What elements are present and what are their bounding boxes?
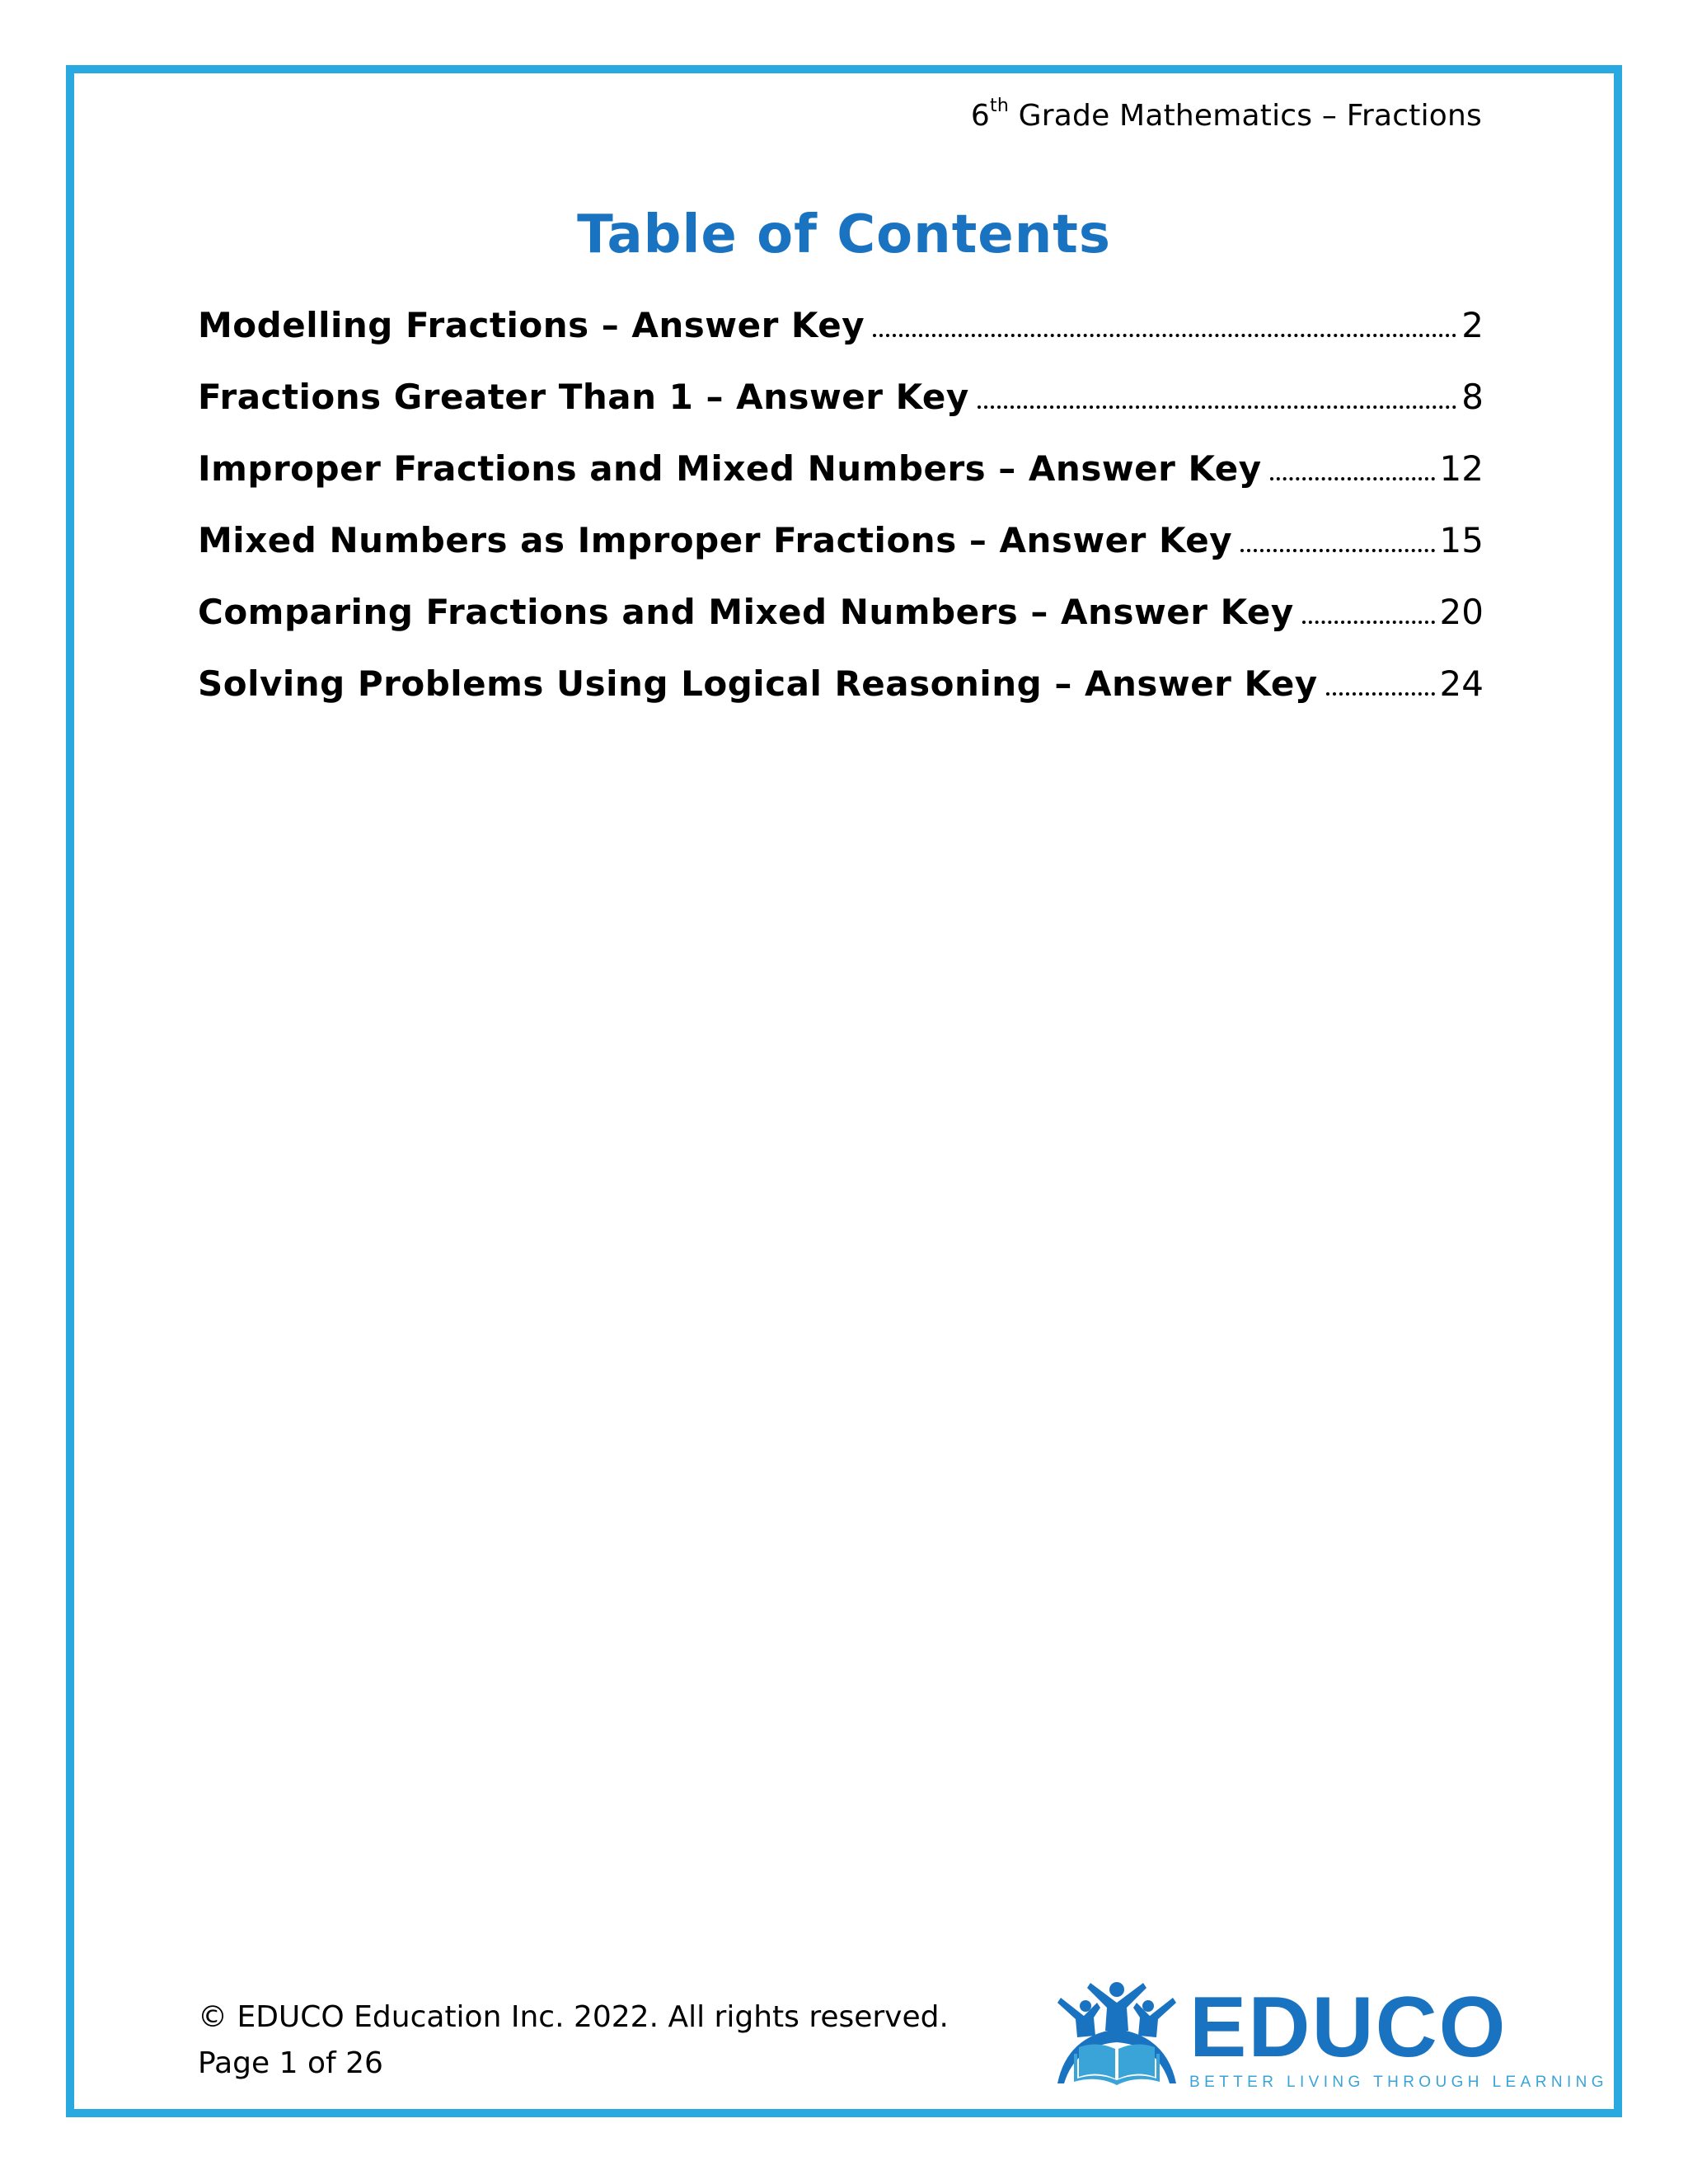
toc-entry-label[interactable]: Fractions Greater Than 1 – Answer Key xyxy=(198,377,969,417)
running-header xyxy=(970,96,1482,133)
toc-entry-label[interactable]: Solving Problems Using Logical Reasoning – Answer Key xyxy=(198,663,1318,704)
toc-entry[interactable] xyxy=(198,377,1484,448)
people-over-open-book-icon xyxy=(1051,1978,1183,2093)
toc-entry[interactable] xyxy=(198,592,1484,663)
logo-wordmark: EDUCO xyxy=(1189,1980,1507,2075)
toc-entry-label[interactable]: Mixed Numbers as Improper Fractions – Answer Key xyxy=(198,520,1233,560)
toc-entry-label[interactable]: Comparing Fractions and Mixed Numbers – Answer Key xyxy=(198,592,1294,632)
toc-entry-label[interactable]: Improper Fractions and Mixed Numbers – Answer Key xyxy=(198,448,1262,489)
grade-suffix: th xyxy=(990,96,1010,116)
dot-leader xyxy=(978,405,1456,409)
toc-entry-page[interactable]: 24 xyxy=(1439,663,1484,704)
dot-leader xyxy=(1270,477,1435,480)
toc-entry-page[interactable]: 2 xyxy=(1461,305,1484,345)
copyright-notice: © EDUCO Education Inc. 2022. All rights reserved. xyxy=(198,2000,949,2034)
page-footer xyxy=(198,1994,949,2087)
toc-entry-page[interactable]: 20 xyxy=(1439,592,1484,632)
grade-number: 6 xyxy=(970,99,991,133)
toc-entry-page[interactable]: 8 xyxy=(1461,377,1484,417)
dot-leader xyxy=(1240,549,1434,552)
educo-logo xyxy=(1051,1978,1608,2093)
table-of-contents xyxy=(198,305,1484,735)
toc-entry-label[interactable]: Modelling Fractions – Answer Key xyxy=(198,305,865,345)
page-title: Table of Contents xyxy=(577,204,1111,265)
dot-leader xyxy=(873,334,1456,337)
toc-entry-page[interactable]: 15 xyxy=(1439,520,1484,560)
toc-entry[interactable] xyxy=(198,663,1484,735)
toc-entry[interactable] xyxy=(198,448,1484,520)
dot-leader xyxy=(1302,621,1435,624)
logo-tagline: BETTER LIVING THROUGH LEARNING xyxy=(1189,2074,1608,2091)
toc-entry-page[interactable]: 12 xyxy=(1439,448,1484,489)
header-subject: Grade Mathematics – Fractions xyxy=(1009,99,1482,133)
page-indicator: Page 1 of 26 xyxy=(198,2046,383,2080)
dot-leader xyxy=(1326,692,1435,696)
toc-entry[interactable] xyxy=(198,305,1484,377)
toc-entry[interactable] xyxy=(198,520,1484,592)
